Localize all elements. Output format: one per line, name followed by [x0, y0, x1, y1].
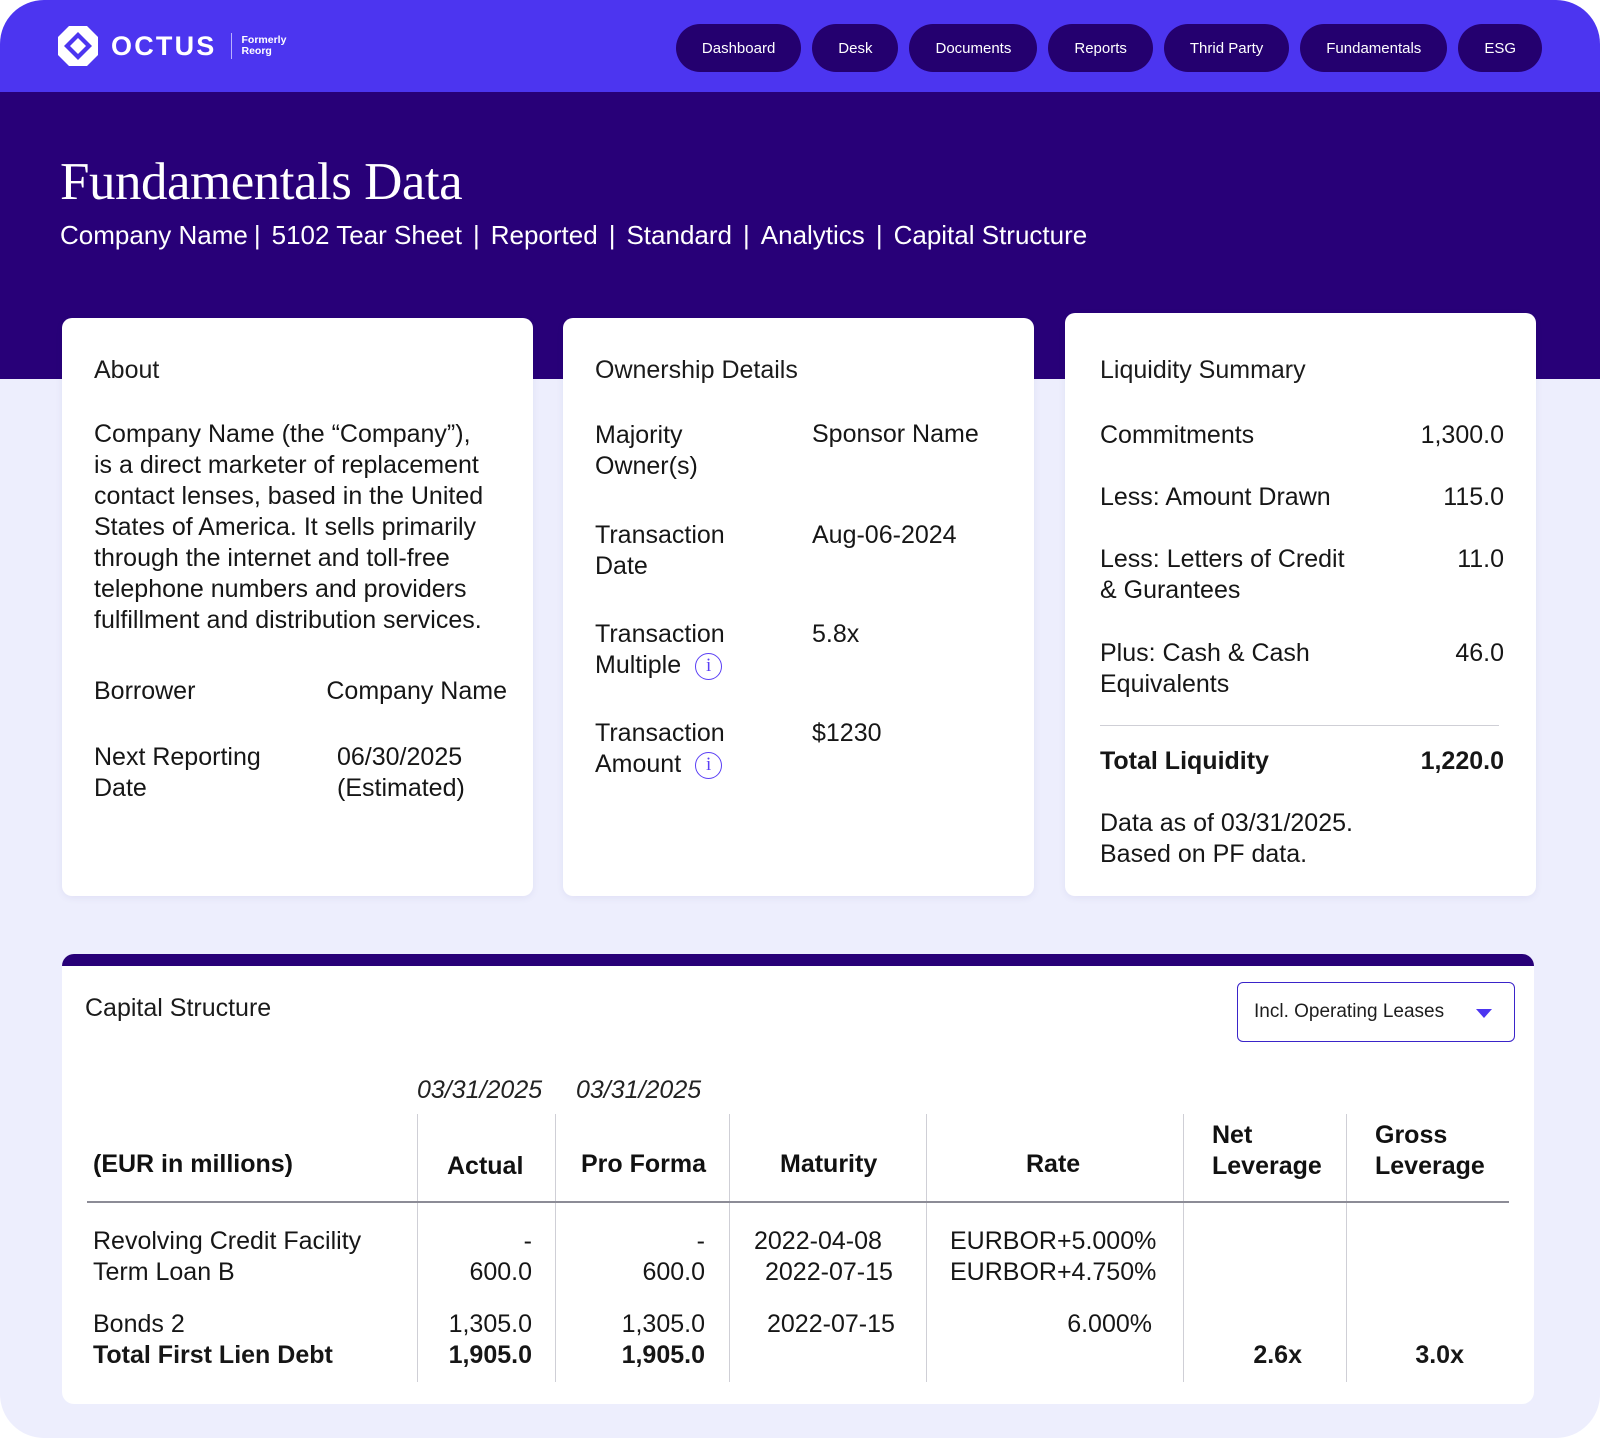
col-header-proforma: Pro Forma [581, 1150, 707, 1178]
transaction-multiple-label-text: Multiple [595, 651, 682, 679]
brand-name: OCTUS [111, 30, 217, 61]
leases-dropdown[interactable] [1237, 982, 1515, 1042]
link-standard[interactable]: Standard [626, 220, 732, 250]
cash-equivalents-label [1100, 638, 1310, 700]
amount-drawn-value: 115.0 [1443, 483, 1504, 511]
nav-documents[interactable]: Documents [909, 24, 1037, 72]
total-liquidity-label: Total Liquidity [1100, 747, 1269, 775]
brand-formerly [242, 35, 287, 57]
brand-formerly-line1: Formerly [241, 34, 287, 46]
liquidity-note-line: Based on PF data. [1100, 840, 1308, 868]
transaction-amount-label-line: Transaction [595, 719, 725, 747]
column-divider [417, 1114, 418, 1202]
column-divider [926, 1114, 927, 1202]
link-separator: | [875, 220, 883, 250]
nav-desk[interactable]: Desk [812, 24, 898, 72]
transaction-amount-label-line [595, 749, 725, 780]
link-tear-sheet[interactable]: 5102 Tear Sheet [271, 220, 462, 250]
about-title: About [94, 356, 160, 384]
cash-equivalents-label-line: Plus: Cash & Cash [1100, 639, 1310, 667]
nav-third-party[interactable]: Thrid Party [1164, 24, 1289, 72]
info-icon[interactable]: i [695, 653, 722, 680]
transaction-date-value: Aug-06-2024 [812, 521, 957, 549]
link-separator: | [743, 220, 750, 250]
brand-separator [231, 33, 232, 59]
leases-dropdown-value: Incl. Operating Leases [1254, 1001, 1445, 1022]
transaction-multiple-value: 5.8x [812, 620, 860, 648]
column-divider [729, 1114, 730, 1202]
next-reporting-label [94, 742, 261, 804]
row-proforma-revolver: - [696, 1227, 705, 1255]
col-header-net-line: Net [1212, 1121, 1253, 1149]
column-divider [555, 1202, 556, 1382]
cash-equivalents-label-line: Equivalents [1100, 670, 1230, 698]
majority-owner-label-line: Owner(s) [595, 452, 698, 480]
capital-structure-panel [62, 954, 1534, 1404]
commitments-value: 1,300.0 [1420, 421, 1504, 449]
transaction-date-label-line: Date [595, 552, 648, 580]
about-description-line: fulfillment and distribution services. [94, 606, 482, 634]
link-separator: | [472, 220, 480, 250]
about-card [62, 318, 533, 896]
capital-structure-title: Capital Structure [85, 994, 272, 1022]
link-capital-structure[interactable]: Capital Structure [893, 220, 1088, 250]
actual-date: 03/31/2025 [417, 1076, 543, 1104]
row-proforma-bonds: 1,305.0 [621, 1310, 705, 1338]
row-rate-term-loan: EURBOR+4.750% [950, 1258, 1157, 1286]
header-divider [87, 1201, 1509, 1203]
col-header-maturity: Maturity [780, 1150, 878, 1178]
nav-dashboard[interactable]: Dashboard [676, 24, 801, 72]
letters-of-credit-value: 11.0 [1457, 545, 1504, 573]
about-description-line: telephone numbers and providers [94, 575, 467, 603]
column-divider [1346, 1114, 1347, 1202]
ownership-title: Ownership Details [595, 356, 798, 384]
row-maturity-bonds: 2022-07-15 [767, 1310, 895, 1338]
row-actual-revolver: - [523, 1227, 532, 1255]
majority-owner-label [595, 420, 698, 482]
link-reported[interactable]: Reported [490, 220, 598, 250]
row-rate-revolver: EURBOR+5.000% [950, 1227, 1157, 1255]
top-navigation-bar [0, 0, 1600, 92]
column-divider [1183, 1202, 1184, 1382]
transaction-amount-label [595, 718, 725, 780]
col-header-gross-line: Gross [1375, 1121, 1448, 1149]
next-reporting-label-line: Next Reporting [94, 743, 261, 771]
row-name-revolver: Revolving Credit Facility [93, 1227, 362, 1255]
nav-reports[interactable]: Reports [1048, 24, 1153, 72]
transaction-amount-label-text: Amount [595, 750, 682, 778]
row-actual-total: 1,905.0 [448, 1341, 532, 1369]
transaction-multiple-label [595, 619, 725, 681]
total-liquidity-value: 1,220.0 [1420, 747, 1504, 775]
column-divider [926, 1202, 927, 1382]
link-company-name[interactable]: Company Name [60, 220, 248, 250]
row-actual-bonds: 1,305.0 [448, 1310, 532, 1338]
next-reporting-label-line: Date [94, 774, 147, 802]
liquidity-note [1100, 808, 1353, 870]
nav-fundamentals[interactable]: Fundamentals [1300, 24, 1447, 72]
col-header-actual: Actual [447, 1152, 524, 1180]
row-name-bonds: Bonds 2 [93, 1310, 185, 1338]
col-header-rate: Rate [1026, 1150, 1081, 1178]
about-description-line: is a direct marketer of replacement [94, 451, 479, 479]
col-header-net-line: Leverage [1212, 1152, 1322, 1180]
transaction-multiple-label-line: Transaction [595, 620, 725, 648]
capital-structure-accent-bar [62, 954, 1534, 966]
col-header-gross-leverage [1375, 1120, 1485, 1182]
amount-drawn-label: Less: Amount Drawn [1100, 483, 1331, 511]
caret-down-icon [1476, 1009, 1492, 1018]
about-description [94, 419, 524, 636]
next-reporting-value [337, 742, 465, 804]
nav-esg[interactable]: ESG [1458, 24, 1542, 72]
link-separator: | [253, 220, 261, 250]
transaction-date-label [595, 520, 725, 582]
col-header-gross-line: Leverage [1375, 1152, 1485, 1180]
col-header-net-leverage [1212, 1120, 1322, 1182]
main-nav [676, 24, 1542, 72]
borrower-label: Borrower [94, 677, 196, 705]
octus-logo-icon [56, 24, 100, 68]
row-maturity-revolver: 2022-04-08 [754, 1227, 882, 1255]
ownership-card [563, 318, 1034, 896]
about-description-line: States of America. It sells primarily [94, 513, 477, 541]
row-name-term-loan: Term Loan B [93, 1258, 235, 1286]
transaction-amount-value: $1230 [812, 719, 882, 747]
brand-formerly-line2: Reorg [241, 45, 272, 57]
column-divider [1183, 1114, 1184, 1202]
section-links [60, 220, 1087, 251]
liquidity-title: Liquidity Summary [1100, 356, 1306, 384]
info-icon[interactable]: i [695, 752, 722, 779]
row-proforma-total: 1,905.0 [621, 1341, 705, 1369]
about-description-line: through the internet and toll-free [94, 544, 450, 572]
link-analytics[interactable]: Analytics [760, 220, 865, 250]
transaction-multiple-label-line [595, 650, 725, 681]
transaction-date-label-line: Transaction [595, 521, 725, 549]
brand-logo[interactable] [56, 24, 286, 68]
page-title: Fundamentals Data [60, 153, 463, 211]
row-name-total: Total First Lien Debt [93, 1341, 333, 1369]
column-divider [1346, 1202, 1347, 1382]
letters-of-credit-label [1100, 544, 1345, 606]
liquidity-card [1065, 313, 1536, 896]
column-divider [555, 1114, 556, 1202]
col-header-label: (EUR in millions) [93, 1150, 293, 1178]
column-divider [417, 1202, 418, 1382]
row-maturity-term-loan: 2022-07-15 [765, 1258, 893, 1286]
column-divider [729, 1202, 730, 1382]
about-description-line: Company Name (the “Company”), [94, 420, 471, 448]
cash-equivalents-value: 46.0 [1455, 639, 1504, 667]
about-description-line: contact lenses, based in the United [94, 482, 484, 510]
row-actual-term-loan: 600.0 [469, 1258, 532, 1286]
row-net-leverage-total: 2.6x [1253, 1341, 1302, 1369]
letters-of-credit-label-line: Less: Letters of Credit [1100, 545, 1345, 573]
commitments-label: Commitments [1100, 421, 1255, 449]
majority-owner-label-line: Majority [595, 421, 683, 449]
next-reporting-date: 06/30/2025 [337, 743, 463, 771]
letters-of-credit-label-line: & Gurantees [1100, 576, 1241, 604]
proforma-date: 03/31/2025 [576, 1076, 702, 1104]
majority-owner-value: Sponsor Name [812, 420, 979, 448]
liquidity-divider [1100, 725, 1499, 726]
row-rate-bonds: 6.000% [1067, 1310, 1152, 1338]
liquidity-note-line: Data as of 03/31/2025. [1100, 809, 1353, 837]
borrower-value: Company Name [326, 677, 507, 705]
row-gross-leverage-total: 3.0x [1415, 1341, 1464, 1369]
next-reporting-note: (Estimated) [337, 774, 465, 802]
row-proforma-term-loan: 600.0 [642, 1258, 705, 1286]
link-separator: | [608, 220, 616, 250]
